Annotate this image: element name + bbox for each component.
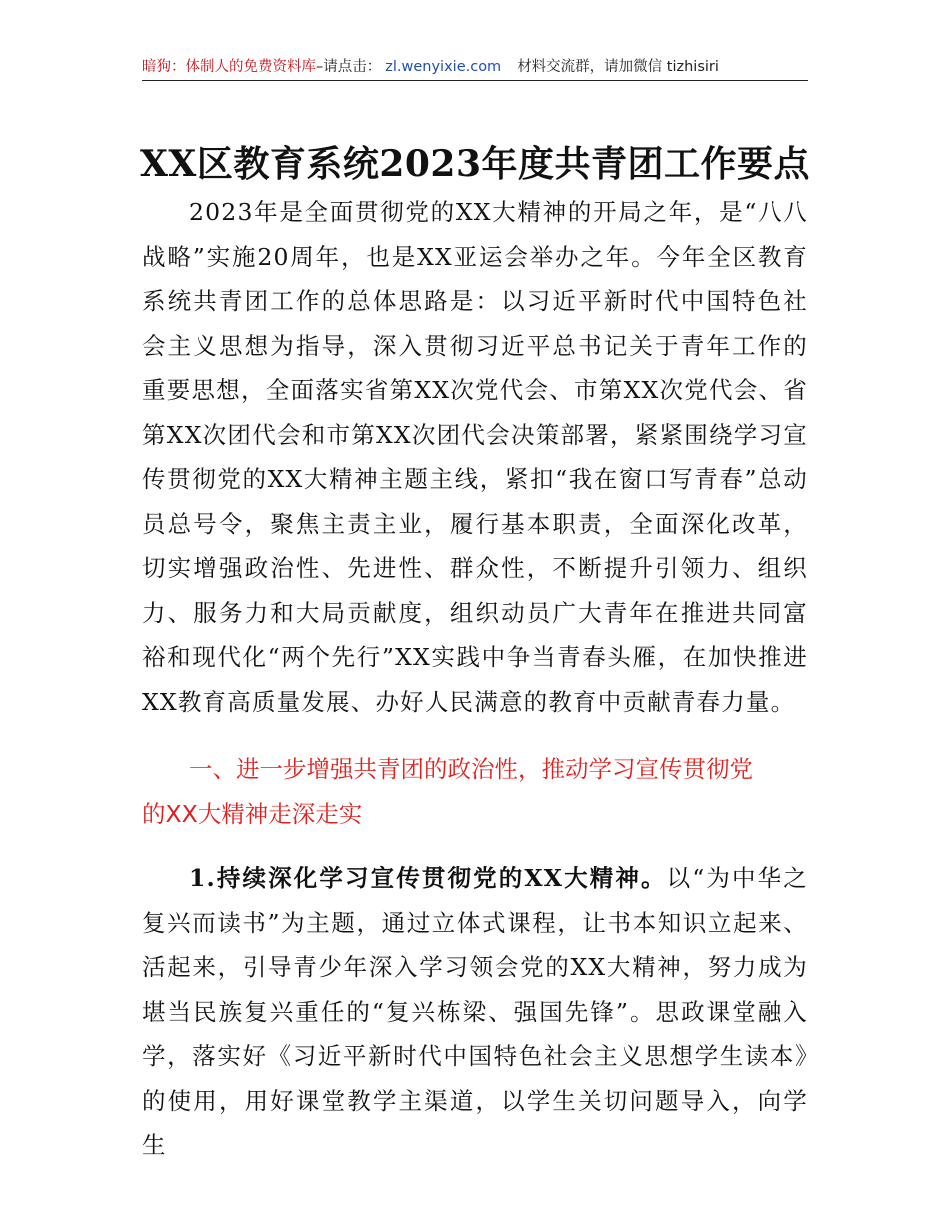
section-heading-1-line1: 一、进一步增强共青团的政治性，推动学习宣传贯彻党 xyxy=(189,755,753,783)
intro-paragraph: 2023年是全面贯彻党的XX大精神的开局之年，是“八八战略”实施20周年，也是XX亚运会举办之年。今年全区教育系统共青团工作的总体思路是：以习近平新时代中国特色社会主义思想为指导，深入贯彻习近平总书记关于青年工作的重要思想，全面落实省第XX次党代会、市第XX次党代会、省第XX次团代会和市第XX次团代会决策部署，紧紧围绕学习宣传贯彻党的XX大精神主题主线，紧扣“我在窗口写青春”总动员总号令，聚焦主责主业，履行基本职责，全面深化改革，切实增强政治性、先进性、群众性，不断提升引领力、组织力、服务力和大局贡献度，组织动员广大青年在推进共同富裕和现代化“两个先行”XX实践中争当青春头雁，在加快推进XX教育高质量发展、办好人民满意的教育中贡献青春力量。 xyxy=(142,198,808,716)
item-1-text: 以“为中华之复兴而读书”为主题，通过立体式课程，让书本知识立起来、活起来，引导青少年深入学习领会党的XX大精神，努力成为堪当民族复兴重任的“复兴栋梁、强国先锋”。思政课堂融入学，落实好《习近平新时代中国特色社会主义思想学生读本》的使用，用好课堂教学主渠道，以学生关切问题导入，向学生 xyxy=(142,864,808,1159)
item-1-paragraph xyxy=(142,856,808,1168)
document-title: XX区教育系统2023年度共青团工作要点 xyxy=(139,143,811,185)
header-cta: –请点击： xyxy=(316,59,382,75)
item-1-lead: 1.持续深化学习宣传贯彻党的XX大精神。 xyxy=(189,864,667,892)
page-header xyxy=(142,54,808,81)
header-url-link[interactable]: zl.wenyixie.com xyxy=(385,59,502,75)
document-body xyxy=(142,190,808,1168)
section-heading-1-line2: 的XX大精神走深走实 xyxy=(142,799,363,828)
header-wechat: 材料交流群，请加微信 tizhisiri xyxy=(517,59,719,75)
header-brand: 暗狗：体制人的免费资料库 xyxy=(142,59,316,75)
section-heading-1 xyxy=(142,747,808,836)
